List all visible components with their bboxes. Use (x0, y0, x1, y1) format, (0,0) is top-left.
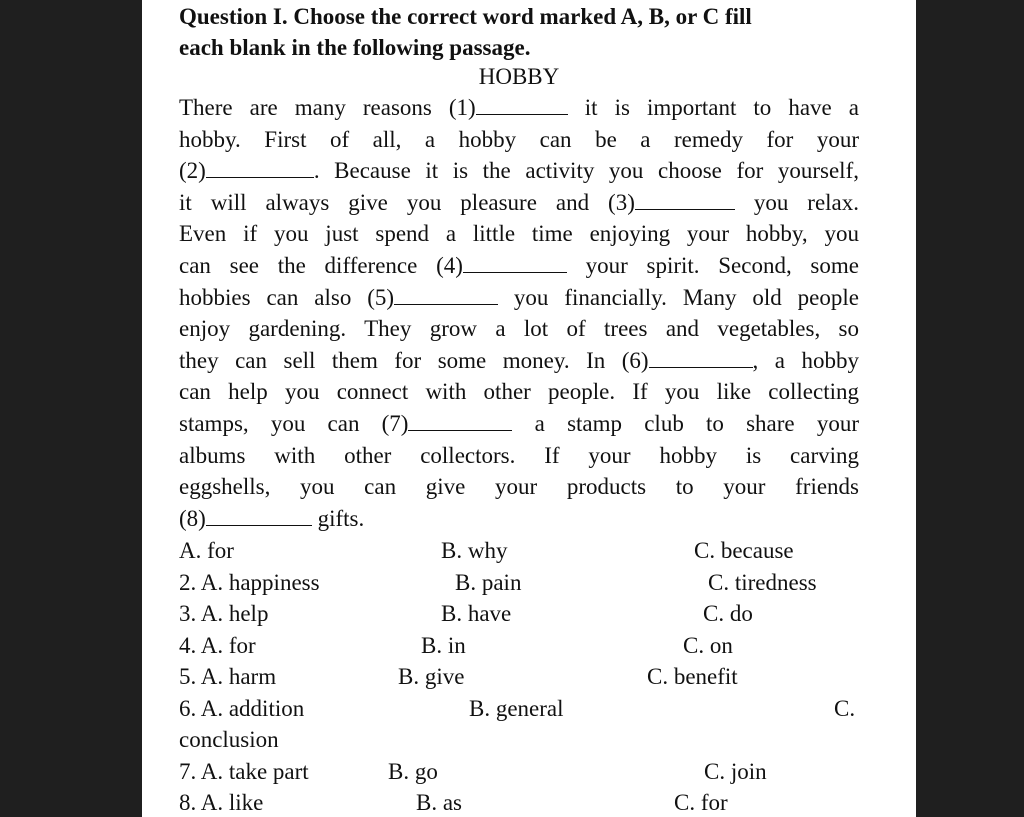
option-row-6-continued (179, 724, 899, 755)
blank-7 (408, 411, 512, 431)
blank-5 (394, 285, 498, 305)
passage-line (179, 376, 859, 408)
question-heading-line-2: each blank in the following passage. (179, 35, 531, 60)
passage-text: can see the difference (4) (179, 252, 463, 278)
passage-line (179, 313, 859, 345)
passage-text: it is important to have a (567, 95, 859, 120)
question-heading (179, 1, 859, 63)
option-row-1 (179, 535, 899, 566)
passage-text: enjoy gardening. They grow a lot of trees and vegetables, so (179, 316, 859, 342)
option-row-3 (179, 598, 899, 629)
blank-3 (635, 190, 735, 210)
option-row-8 (179, 787, 899, 817)
option-a: 7. A. take part (179, 759, 309, 784)
passage-line (179, 440, 859, 472)
passage-text: a stamp club to share your (512, 410, 859, 436)
passage-line (179, 218, 859, 250)
passage-text: stamps, you can (7) (179, 410, 409, 436)
passage-text: you financially. Many old people (498, 284, 859, 310)
passage-text: There are many reasons (1) (179, 95, 476, 120)
option-c: C. because (694, 538, 794, 563)
option-a: 5. A. harm (179, 664, 277, 689)
passage-line (179, 187, 859, 219)
option-c: C. for (674, 790, 728, 815)
option-a: 6. A. addition (179, 696, 305, 721)
option-a: 2. A. happiness (179, 570, 320, 595)
blank-1 (476, 95, 568, 115)
option-c: C. do (703, 601, 753, 626)
option-b: B. give (398, 664, 465, 689)
passage-text: it will always give you pleasure and (3) (179, 189, 635, 215)
question-heading-line-1: Question I. Choose the correct word marked A, B, or C fill (179, 4, 752, 29)
blank-2 (206, 158, 314, 178)
passage-text: your spirit. Second, some (566, 252, 859, 278)
blank-4 (463, 253, 567, 273)
passage-text: albums with other collectors. If your hobby is carving (179, 442, 859, 468)
option-b: B. pain (455, 570, 522, 595)
passage-text: hobbies can also (5) (179, 284, 395, 310)
passage-text: hobby. First of all, a hobby can be a remedy for your (179, 126, 859, 152)
passage-line (179, 155, 859, 187)
option-row-2 (179, 567, 899, 598)
passage-line (179, 471, 859, 503)
option-a: 8. A. like (179, 790, 264, 815)
passage-text: Even if you just spend a little time enjoying your hobby, you (179, 221, 859, 247)
passage-line (179, 124, 859, 156)
option-a: 4. A. for (179, 633, 256, 658)
passage-text: eggshells, you can give your products to your friends (179, 474, 859, 500)
option-c-continued: conclusion (179, 727, 279, 752)
passage-text: you relax. (734, 189, 860, 215)
blank-8 (206, 506, 312, 526)
passage-line (179, 345, 859, 377)
passage-text: (8) (179, 505, 206, 531)
option-b: B. go (388, 759, 438, 784)
option-row-7 (179, 756, 899, 787)
passage-title: HOBBY (478, 64, 560, 89)
passage-text: , a hobby (752, 347, 859, 373)
option-c: C. benefit (647, 664, 738, 689)
option-a: 3. A. help (179, 601, 269, 626)
option-b: B. as (416, 790, 462, 815)
passage-text: they can sell them for some money. In (6) (179, 347, 649, 373)
passage-text: can help you connect with other people. If you like collecting (179, 379, 859, 405)
option-row-5 (179, 661, 899, 692)
passage (179, 92, 859, 534)
option-a: A. for (179, 538, 234, 563)
option-b: B. have (441, 601, 512, 626)
option-b: B. in (421, 633, 466, 658)
passage-line (179, 92, 859, 124)
option-b: B. general (469, 696, 564, 721)
option-c: C. (834, 696, 856, 721)
passage-line (179, 282, 859, 314)
option-row-6 (179, 693, 899, 724)
option-c: C. tiredness (708, 570, 817, 595)
option-row-4 (179, 630, 899, 661)
passage-line (179, 250, 859, 282)
blank-6 (649, 348, 753, 368)
passage-text: gifts. (311, 505, 365, 531)
option-b: B. why (441, 538, 508, 563)
option-c: C. on (683, 633, 733, 658)
passage-line (179, 408, 859, 440)
passage-text: (2) (179, 158, 206, 184)
option-c: C. join (704, 759, 767, 784)
passage-line (179, 503, 859, 535)
passage-text: . Because it is the activity you choose for yourself, (313, 158, 859, 184)
